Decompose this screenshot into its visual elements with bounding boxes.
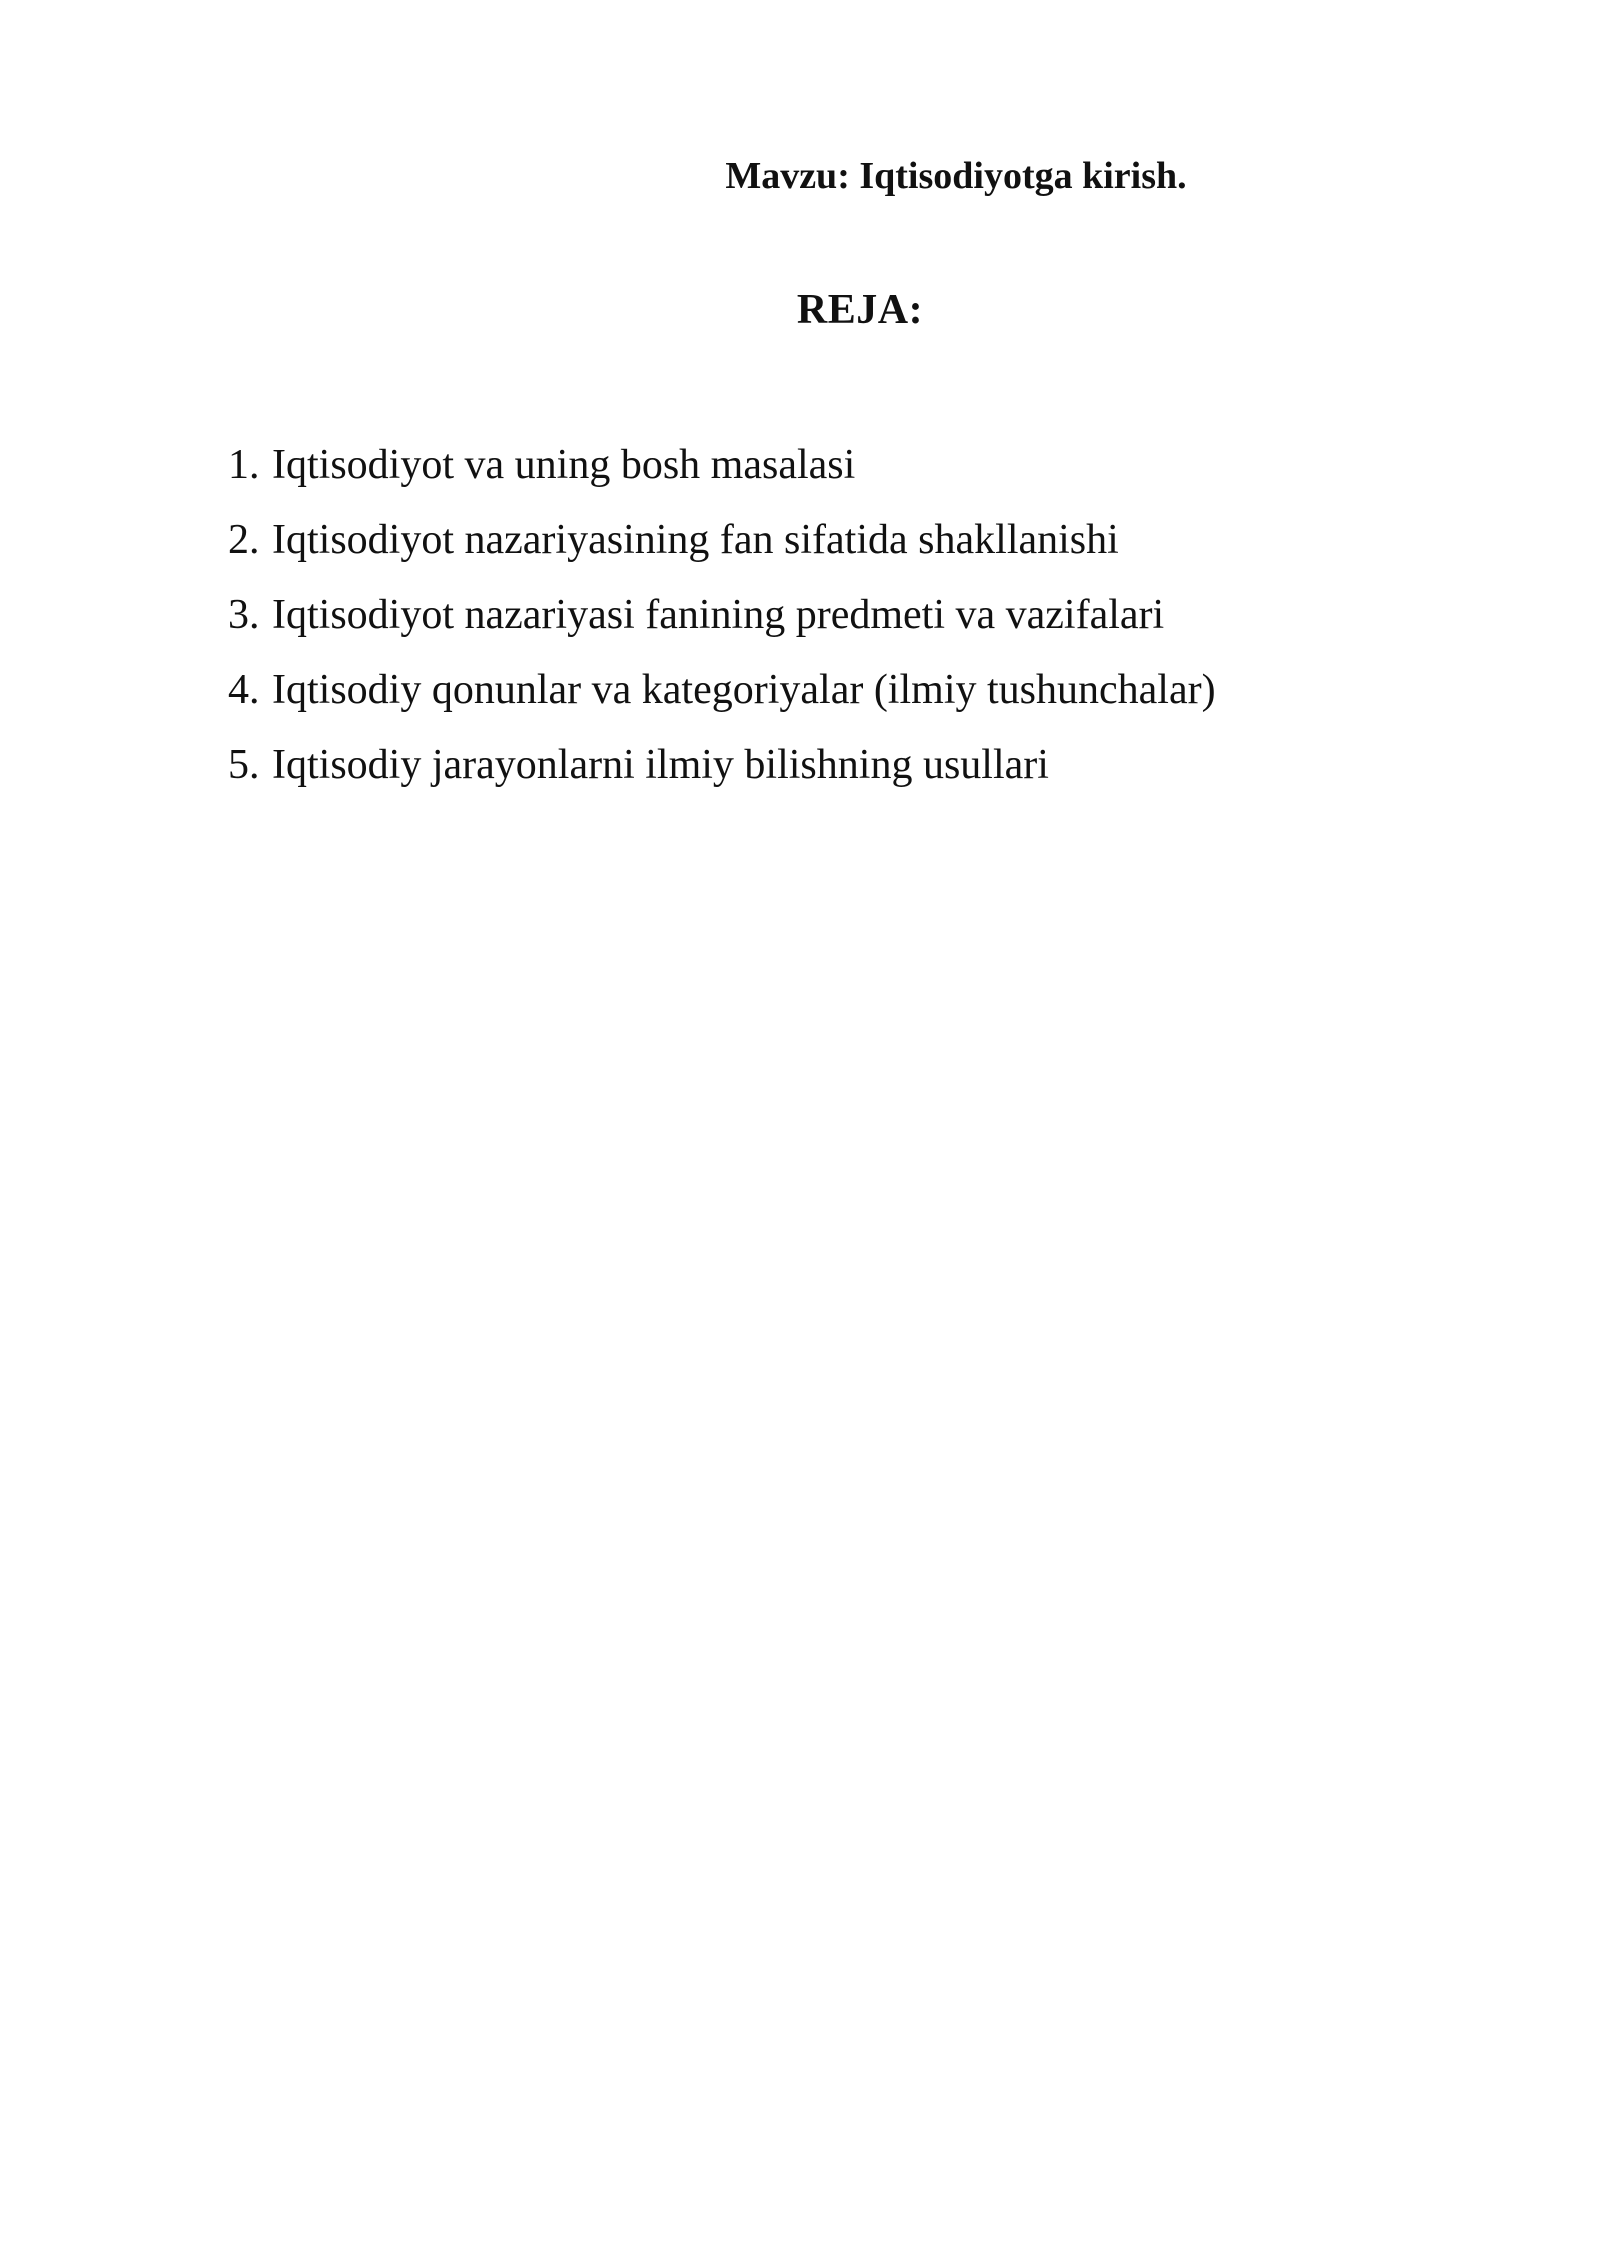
- plan-item-1: [228, 428, 1428, 503]
- plan-item-2: [228, 503, 1428, 578]
- plan-item-number: 1.: [228, 442, 260, 488]
- plan-item-text: Iqtisodiyot nazariyasi fanining predmeti va vazifalari: [272, 592, 1165, 638]
- plan-item-number: 2.: [228, 517, 260, 563]
- topic-title: Mavzu: Iqtisodiyotga kirish.: [725, 155, 1187, 197]
- plan-item-5: [228, 728, 1428, 803]
- plan-item-number: 3.: [228, 592, 260, 638]
- plan-item-number: 4.: [228, 667, 260, 713]
- plan-item-3: [228, 578, 1428, 653]
- plan-list: [228, 428, 1428, 803]
- plan-item-text: Iqtisodiyot nazariyasining fan sifatida shakllanishi: [272, 517, 1119, 563]
- plan-item-text: Iqtisodiyot va uning bosh masalasi: [272, 442, 856, 488]
- plan-item-text: Iqtisodiy qonunlar va kategoriyalar (ilmiy tushunchalar): [272, 667, 1216, 713]
- plan-item-text: Iqtisodiy jarayonlarni ilmiy bilishning usullari: [272, 742, 1049, 788]
- plan-item-number: 5.: [228, 742, 260, 788]
- plan-item-4: [228, 653, 1428, 728]
- plan-heading: REJA:: [796, 287, 924, 333]
